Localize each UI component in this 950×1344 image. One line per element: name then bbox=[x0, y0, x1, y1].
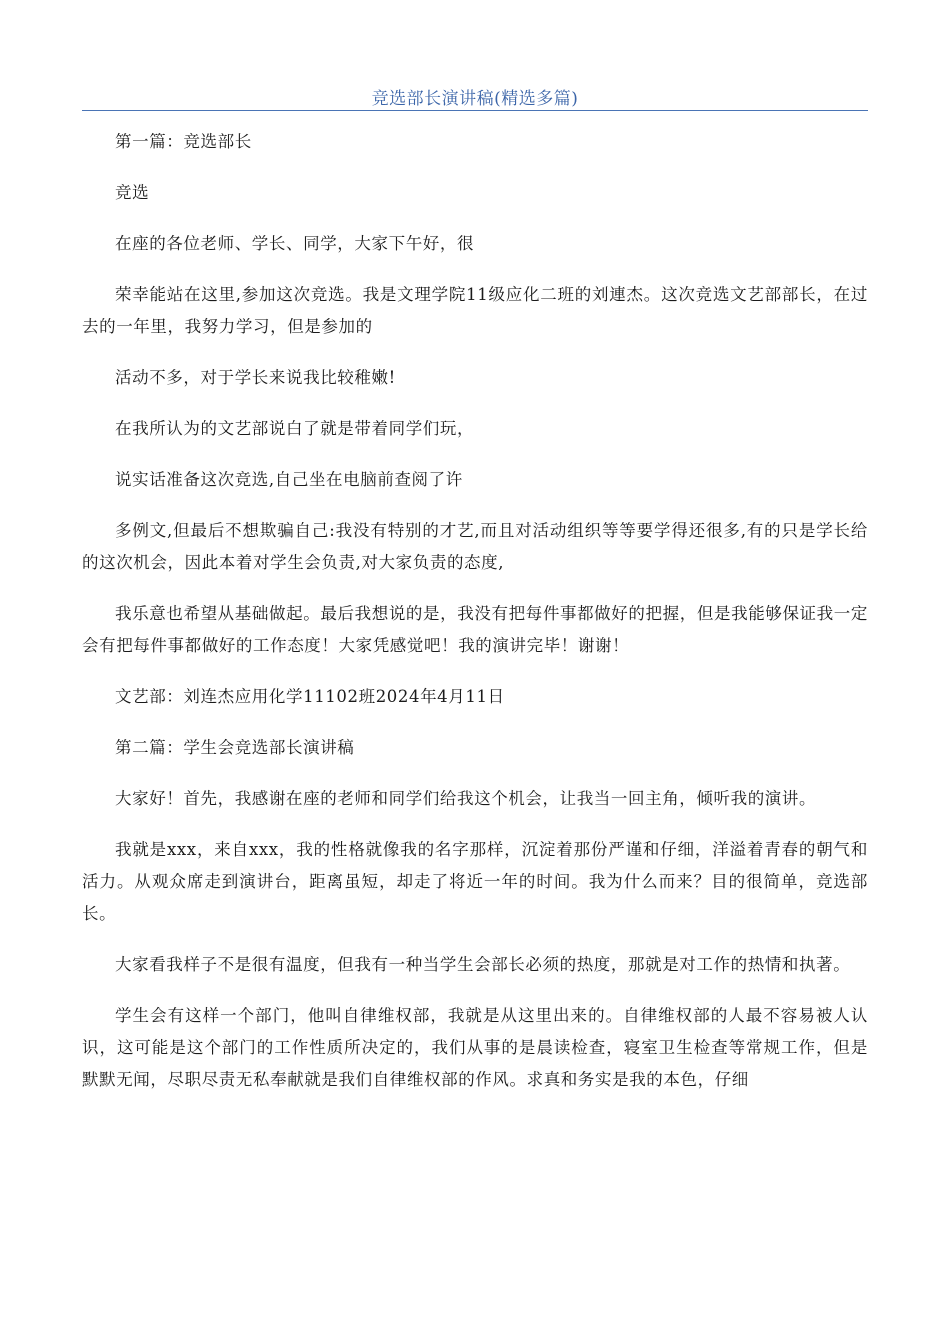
paragraph: 荣幸能站在这里,参加这次竞选。我是文理学院11级应化二班的刘連杰。这次竞选文艺部部长，在过去的一年里，我努力学习，但是参加的 bbox=[82, 285, 868, 336]
paragraph: 我乐意也希望从基础做起。最后我想说的是，我没有把每件事都做好的把握，但是我能够保证我一定会有把每件事都做好的工作态度！大家凭感觉吧！我的演讲完毕！谢谢！ bbox=[82, 604, 868, 655]
paragraph-heading-2: 第二篇：学生会竞选部长演讲稿 bbox=[115, 738, 355, 757]
document-body bbox=[82, 126, 868, 1115]
paragraph: 大家好！首先，我感谢在座的老师和同学们给我这个机会，让我当一回主角，倾听我的演讲。 bbox=[115, 789, 817, 808]
signature-line: 文艺部：刘连杰应用化学11102班2024年4月11日 bbox=[115, 687, 505, 706]
document-header bbox=[82, 80, 868, 111]
paragraph: 竞选 bbox=[115, 183, 150, 202]
paragraph: 活动不多，对于学长来说我比较稚嫩! bbox=[115, 368, 396, 387]
document-title: 竞选部长演讲稿(精选多篇) bbox=[371, 89, 579, 109]
paragraph-heading-1: 第一篇：竞选部长 bbox=[115, 132, 252, 151]
paragraph: 多例文,但最后不想欺骗自己:我没有特别的才艺,而且对活动组织等等要学得还很多,有的只是学长给的这次机会，因此本着对学生会负责,对大家负责的态度, bbox=[82, 521, 868, 572]
paragraph: 说实话准备这次竞选,自己坐在电脑前查阅了许 bbox=[115, 470, 463, 489]
paragraph: 我就是xxx，来自xxx，我的性格就像我的名字那样，沉淀着那份严谨和仔细，洋溢着青春的朝气和活力。从观众席走到演讲台，距离虽短，却走了将近一年的时间。我为什么而来？目的很简单，竞选部长。 bbox=[82, 840, 868, 923]
paragraph: 在座的各位老师、学长、同学，大家下午好，很 bbox=[115, 234, 475, 253]
paragraph: 大家看我样子不是很有温度，但我有一种当学生会部长必须的热度，那就是对工作的热情和执著。 bbox=[115, 955, 851, 974]
paragraph: 学生会有这样一个部门，他叫自律维权部，我就是从这里出来的。自律维权部的人最不容易被人认识，这可能是这个部门的工作性质所决定的，我们从事的是晨读检查，寝室卫生检查等常规工作，但是默默无闻，尽职尽责无私奉献就是我们自律维权部的作风。求真和务实是我的本色，仔细 bbox=[82, 1006, 868, 1089]
paragraph: 在我所认为的文艺部说白了就是带着同学们玩， bbox=[115, 419, 475, 438]
